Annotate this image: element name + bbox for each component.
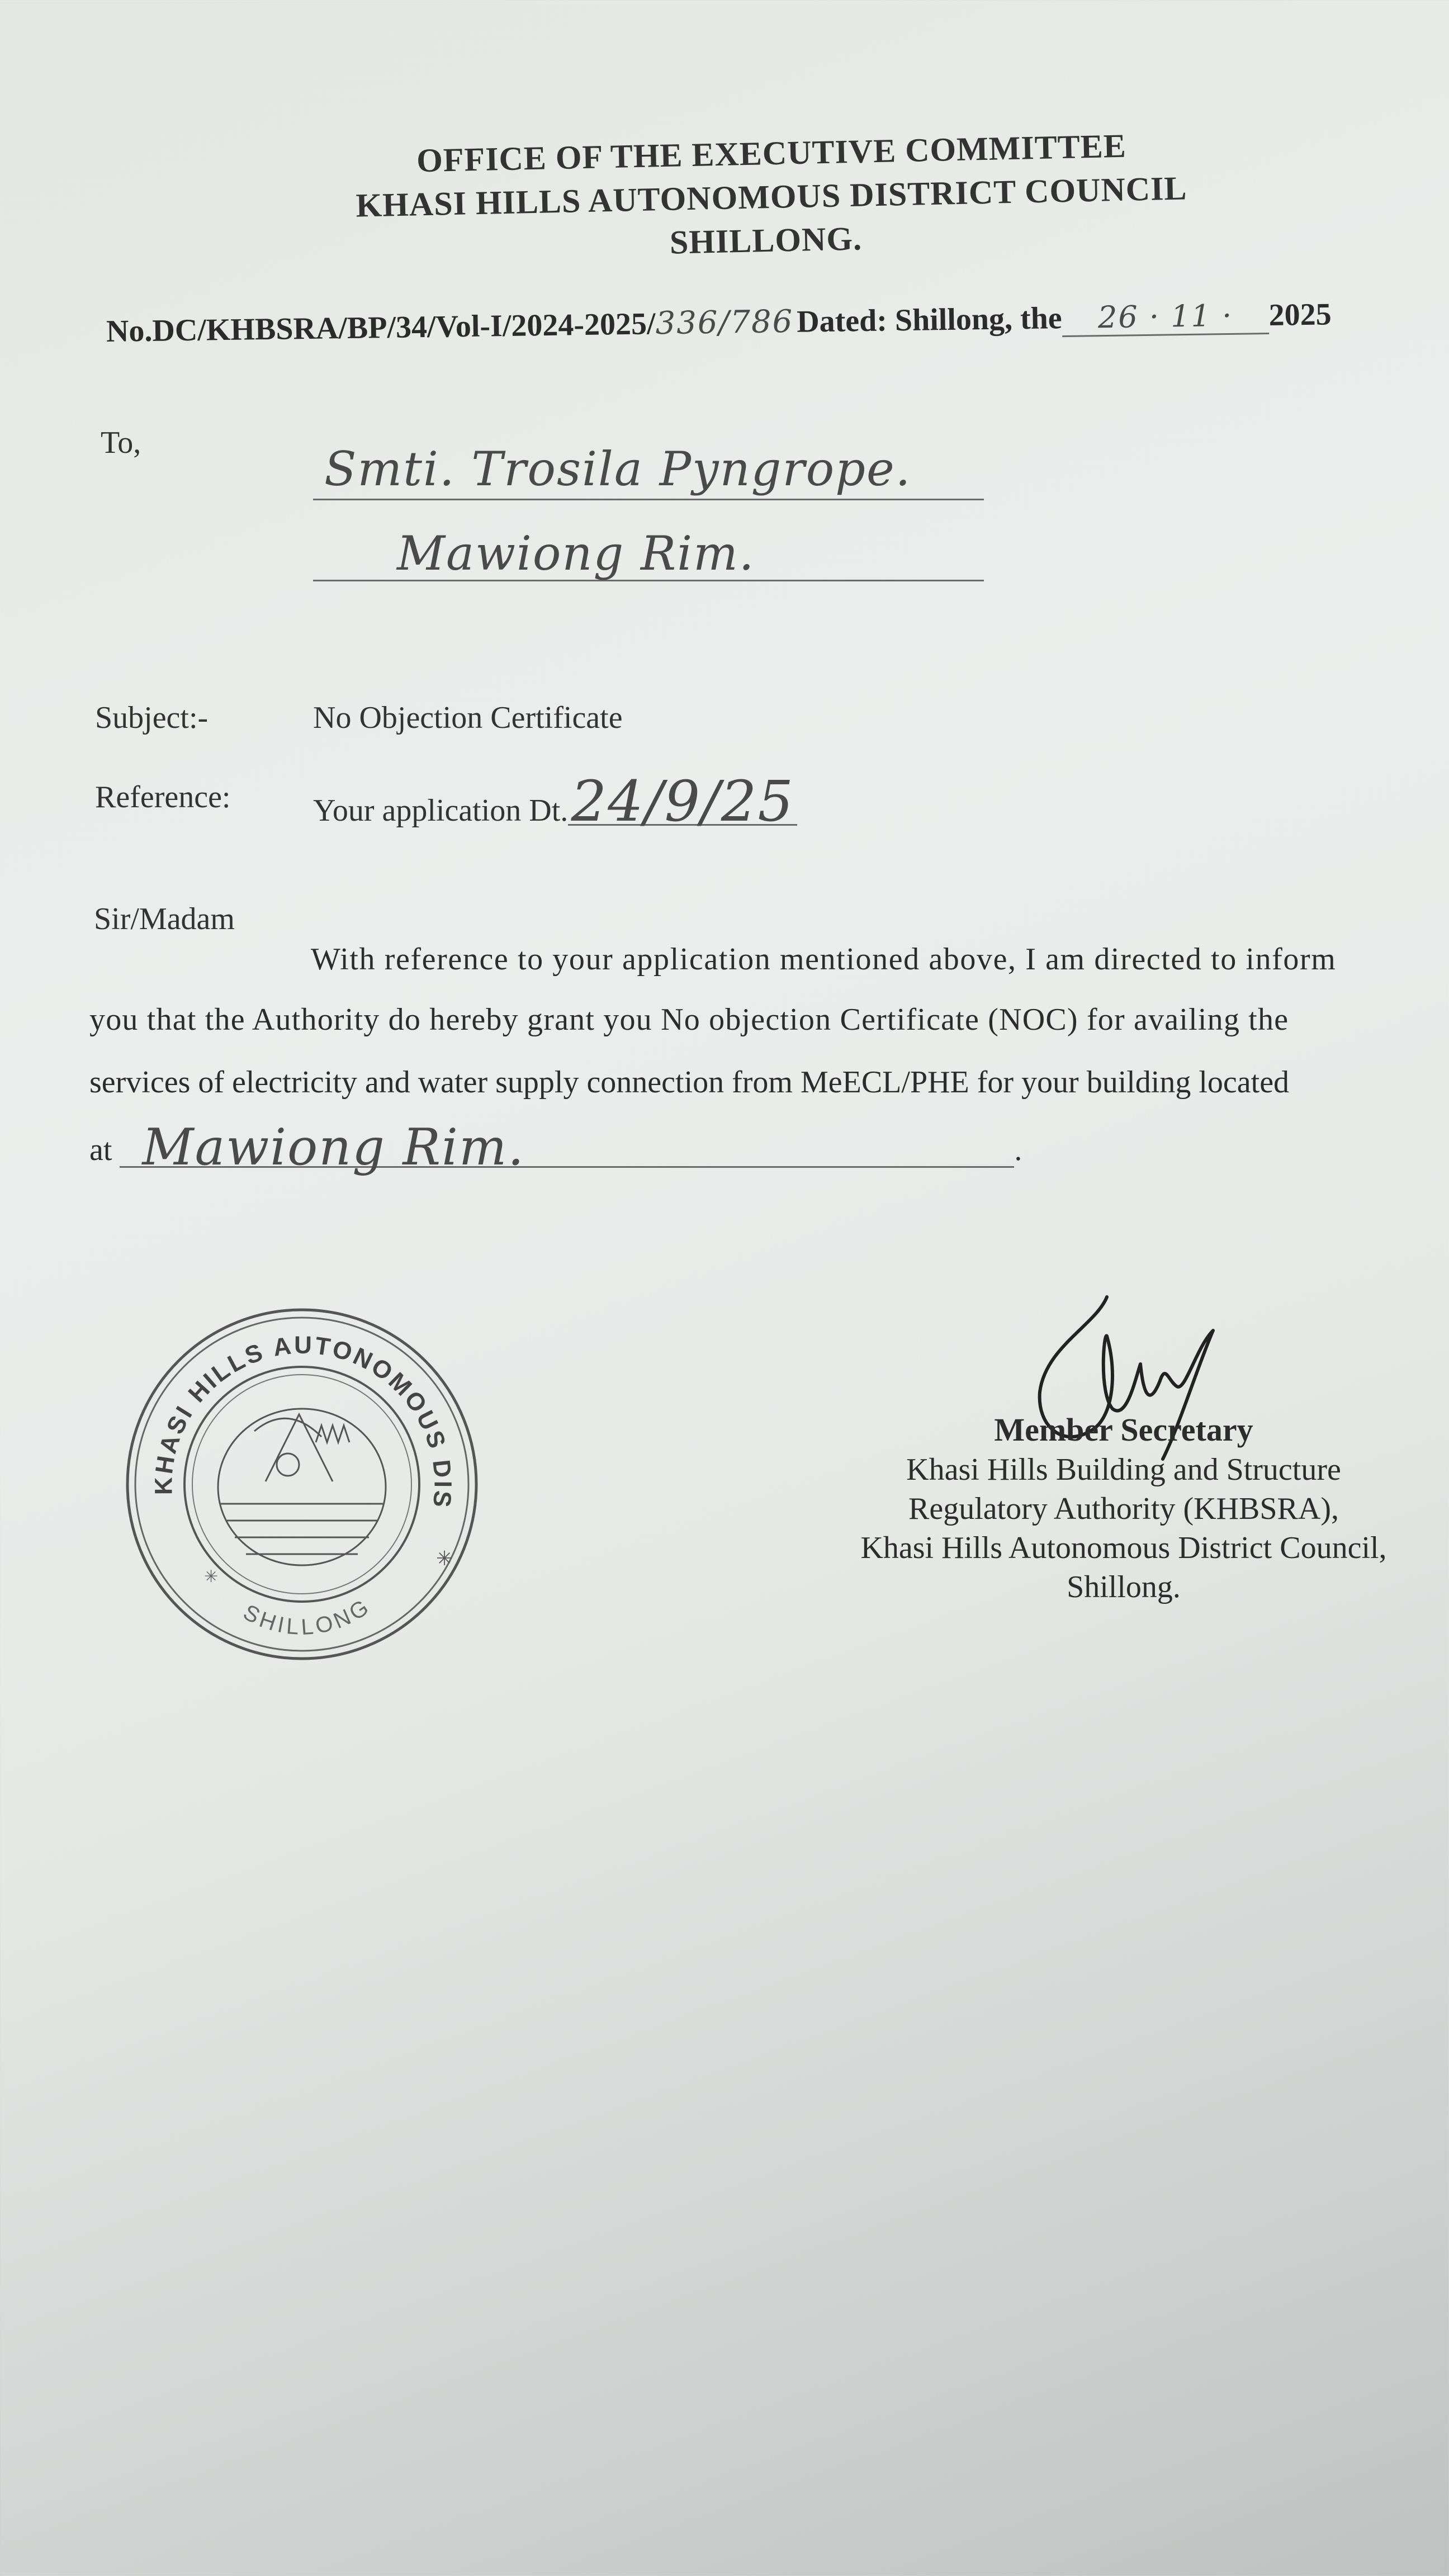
- seal-text-top: KHASI HILLS AUTONOMOUS DIS: [150, 1331, 457, 1511]
- body-line-1: With reference to your application mentioned above, I am directed to inform: [311, 942, 1337, 977]
- signature-block: [794, 1411, 1449, 1605]
- at-label: at: [89, 1133, 112, 1167]
- location-line: [120, 1118, 1014, 1177]
- signatory-line-5: Shillong.: [1067, 1570, 1181, 1604]
- addressee-name: Smti. Trosila Pyngrope.: [324, 442, 912, 496]
- body-line-4: [89, 1118, 1022, 1177]
- signatory-line-4: Khasi Hills Autonomous District Council,: [860, 1531, 1387, 1565]
- reference-value-line: [313, 769, 797, 834]
- header-line-2: KHASI HILLS AUTONOMOUS DISTRICT COUNCIL: [355, 169, 1188, 224]
- seal-graphic: [120, 1303, 484, 1666]
- seal-star-icon: ✳: [436, 1547, 453, 1570]
- seal-star-icon-left: ✳: [204, 1567, 219, 1587]
- salutation: Sir/Madam: [94, 902, 235, 936]
- handwritten-location: Mawiong Rim.: [142, 1118, 525, 1177]
- handwritten-date: 26 · 11 ·: [1062, 297, 1269, 337]
- signatory-title: Member Secretary: [994, 1412, 1253, 1448]
- addressee-place: Mawiong Rim.: [397, 526, 755, 581]
- seal-emblem-icon: [218, 1409, 386, 1565]
- date-year: 2025: [1268, 297, 1332, 333]
- letter-number: No.DC/KHBSRA/BP/34/Vol-I/2024-2025/: [106, 306, 656, 349]
- handwritten-letter-number: 336/786: [655, 303, 794, 342]
- reference-value: Your application Dt.: [313, 793, 569, 828]
- addressee-place-line: [313, 528, 984, 581]
- header-line-1: OFFICE OF THE EXECUTIVE COMMITTEE: [416, 127, 1127, 179]
- seal-text-bottom: SHILLONG: [239, 1593, 376, 1640]
- body-line-3: services of electricity and water supply connection from MeECL/PHE for your building located: [89, 1065, 1290, 1100]
- header-line-3: SHILLONG.: [669, 220, 863, 261]
- subject-label: Subject:-: [95, 700, 209, 735]
- subject-value: No Objection Certificate: [313, 700, 623, 735]
- district-council-seal: [120, 1303, 484, 1666]
- addressee-name-line: [313, 442, 984, 500]
- reference-label: Reference:: [95, 780, 231, 815]
- reference-handwritten-date: 24/9/25: [568, 779, 797, 826]
- to-label: To,: [101, 425, 141, 460]
- reference-number-line: [106, 296, 1332, 351]
- body-line-2: you that the Authority do hereby grant you No objection Certificate (NOC) for availing the: [89, 1002, 1289, 1037]
- dated-label: Dated: Shillong, the: [796, 301, 1063, 339]
- signatory-line-3: Regulatory Authority (KHBSRA),: [908, 1491, 1339, 1526]
- body-end: .: [1014, 1133, 1022, 1167]
- signatory-line-2: Khasi Hills Building and Structure: [906, 1452, 1341, 1487]
